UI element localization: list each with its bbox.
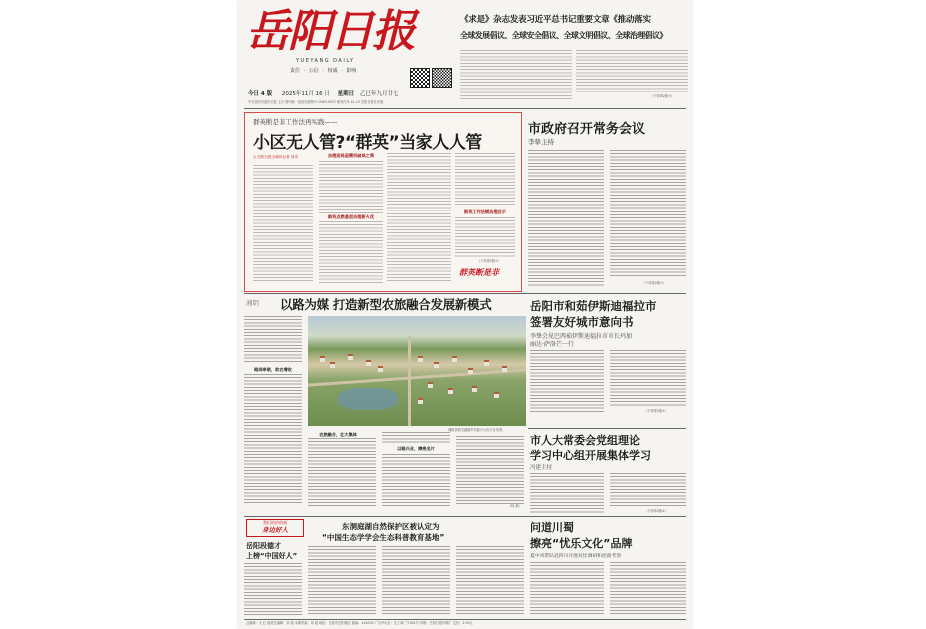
featured-byline: ◎ 岳阳日报全媒体记者 刘卓 (253, 155, 298, 159)
top-story-text-2 (576, 50, 688, 92)
npc-title-1: 市人大常委会党组理论 (530, 434, 640, 447)
newspaper-front-page (238, 0, 692, 629)
dongting-col-3 (456, 546, 524, 616)
featured-logo-text: 群英断是非 (459, 268, 499, 277)
top-story-text (460, 50, 572, 100)
featured-subhead-3: 群英工作法赋治理启示 (464, 209, 506, 214)
featured-kicker: 群英断是非工作法再实践—— (253, 118, 338, 126)
slogan-2: 公信 (308, 68, 319, 74)
good-person-badge (246, 519, 304, 537)
featured-col-3b (387, 213, 451, 283)
featured-story-box (244, 112, 522, 292)
rural-sign: （杨 艳） (508, 504, 522, 508)
rural-title: 以路为媒 打造新型农旅融合发展新模式 (280, 297, 492, 312)
issue-lunar: 乙巳年九月廿七 (359, 91, 399, 97)
masthead-divider (244, 108, 686, 109)
issue-strip (248, 89, 398, 97)
featured-col-2b (319, 221, 383, 283)
issue-date: 2025年11月 16 日 (281, 91, 330, 97)
rural-col-1b (244, 374, 302, 504)
city-meeting-sub: 李挚主持 (528, 138, 554, 146)
featured-col-4 (455, 153, 515, 207)
good-person-title: 岳阳段德才 (246, 542, 281, 550)
sichuan-col-1 (530, 562, 604, 616)
masthead-pinyin: YUEYANG DAILY (296, 58, 355, 64)
featured-subhead-1: 治理困局亟需找破局之策 (327, 153, 375, 158)
rural-kicker: 湘阴 (246, 299, 259, 307)
sister-city-col-2 (610, 350, 686, 406)
footer-divider (244, 619, 686, 620)
section-divider-2 (244, 516, 686, 517)
top-headline-line1: 《求是》杂志发表习近平总书记重要文章《推动落实 (460, 15, 651, 25)
footer-info: 总编辑：文 红 值班总编辑：刘 超 本期责编：刘 超 地址：岳阳市岳阳楼区 邮编：414000 广告许可证：岳工商广字001号 印刷：岳阳日报印刷厂 定价：2.00元 (246, 621, 473, 625)
featured-logo (459, 267, 499, 278)
dongting-title-2: “中国生态学学会生态科普教育基地” (322, 533, 445, 542)
sichuan-title-1: 问道川蜀 (530, 521, 574, 534)
city-meeting-col-2 (610, 150, 686, 278)
section-divider (244, 293, 686, 294)
npc-col-1 (530, 473, 604, 513)
featured-col-2 (319, 161, 383, 213)
sister-city-title-1: 岳阳市和茹伊斯迪福拉市 (530, 299, 657, 313)
rural-col-3 (382, 432, 450, 444)
city-meeting-continued: （下转第2版②） (642, 281, 667, 285)
npc-col-2 (610, 473, 686, 507)
masthead-slogans: 责任 · 公信 · 权威 · 影响 (290, 68, 357, 74)
npc-continued: （下转第2版④） (644, 509, 669, 513)
featured-col-3 (387, 153, 451, 211)
npc-title-2: 学习中心组开展集体学习 (530, 449, 651, 462)
sister-city-col-1 (530, 350, 604, 412)
dongting-title: 东洞庭湖自然保护区被认定为 (342, 522, 440, 531)
city-meeting-col-1 (528, 150, 604, 286)
rural-photo-caption: 湘阴县鹤龙湖镇乡村振兴示范片区美景。 (448, 428, 506, 432)
dongting-col-1 (308, 546, 376, 616)
npc-sub: 冯建主持 (530, 465, 553, 471)
right-divider-1 (528, 428, 686, 429)
sister-city-title-2: 签署友好城市意向书 (530, 315, 634, 329)
rural-col-3b (382, 454, 450, 508)
featured-col-4b (455, 217, 515, 257)
sister-city-sub-2: 丽达·萨洛芒一行 (530, 341, 574, 348)
rural-col-2 (308, 438, 376, 508)
issue-label: 今日 4 版 (248, 91, 273, 97)
publisher-line: 中共岳阳市委机关报 主办 国内统一连续出版物号 CN43-0037 邮发代号 41-15 岳阳日报社出版 (248, 100, 384, 104)
featured-col-1 (253, 165, 313, 283)
sichuan-title-2: 擦亮“忧乐文化”品牌 (530, 537, 633, 550)
rural-subhead-2: 农旅融合，壮大集体 (319, 432, 357, 437)
good-person-badge-line2: 身边好人 (262, 526, 288, 534)
featured-continued: （下转第2版②） (477, 259, 502, 263)
good-person-title-2: 上榜“中国好人” (246, 552, 298, 560)
slogan-4: 影响 (346, 68, 357, 74)
rural-subhead-1: 路网串联，助农增收 (254, 367, 292, 372)
qr-code-icon (410, 68, 430, 88)
sister-city-continued: （下转第2版③） (644, 409, 669, 413)
good-person-text (244, 563, 302, 615)
slogan-1: 责任 (290, 68, 301, 74)
rural-col-4 (456, 436, 524, 504)
featured-headline: 小区无人管?“群英”当家人人管 (253, 133, 482, 153)
qr-code-icon (432, 68, 452, 88)
top-headline-line2: 全球发展倡议、全球安全倡议、全球文明倡议、全球治理倡议》 (460, 31, 667, 40)
issue-weekday: 星期日 (337, 91, 355, 97)
top-story-continued: （下转第2版②） (650, 94, 675, 98)
sister-city-sub-1: 李挚会见巴西茹伊斯迪福拉市市长玛加 (530, 333, 633, 340)
rural-col-1 (244, 316, 302, 364)
dongting-col-2 (382, 546, 450, 616)
sichuan-sub: 夏中凤带队赴四川开展对比调研和招商考察 (530, 554, 622, 559)
masthead-title: 岳阳日报 (246, 6, 414, 57)
village-aerial-photo (308, 316, 526, 426)
featured-subhead-2: 群英点燃基层治理新火花 (327, 214, 375, 219)
slogan-3: 权威 (327, 68, 338, 74)
good-person-badge-line1: 我们的价值观 (263, 520, 287, 525)
city-meeting-title: 市政府召开常务会议 (528, 122, 646, 137)
sichuan-col-2 (610, 562, 686, 616)
rural-subhead-3: 以路兴业，擦亮名片 (397, 446, 435, 451)
